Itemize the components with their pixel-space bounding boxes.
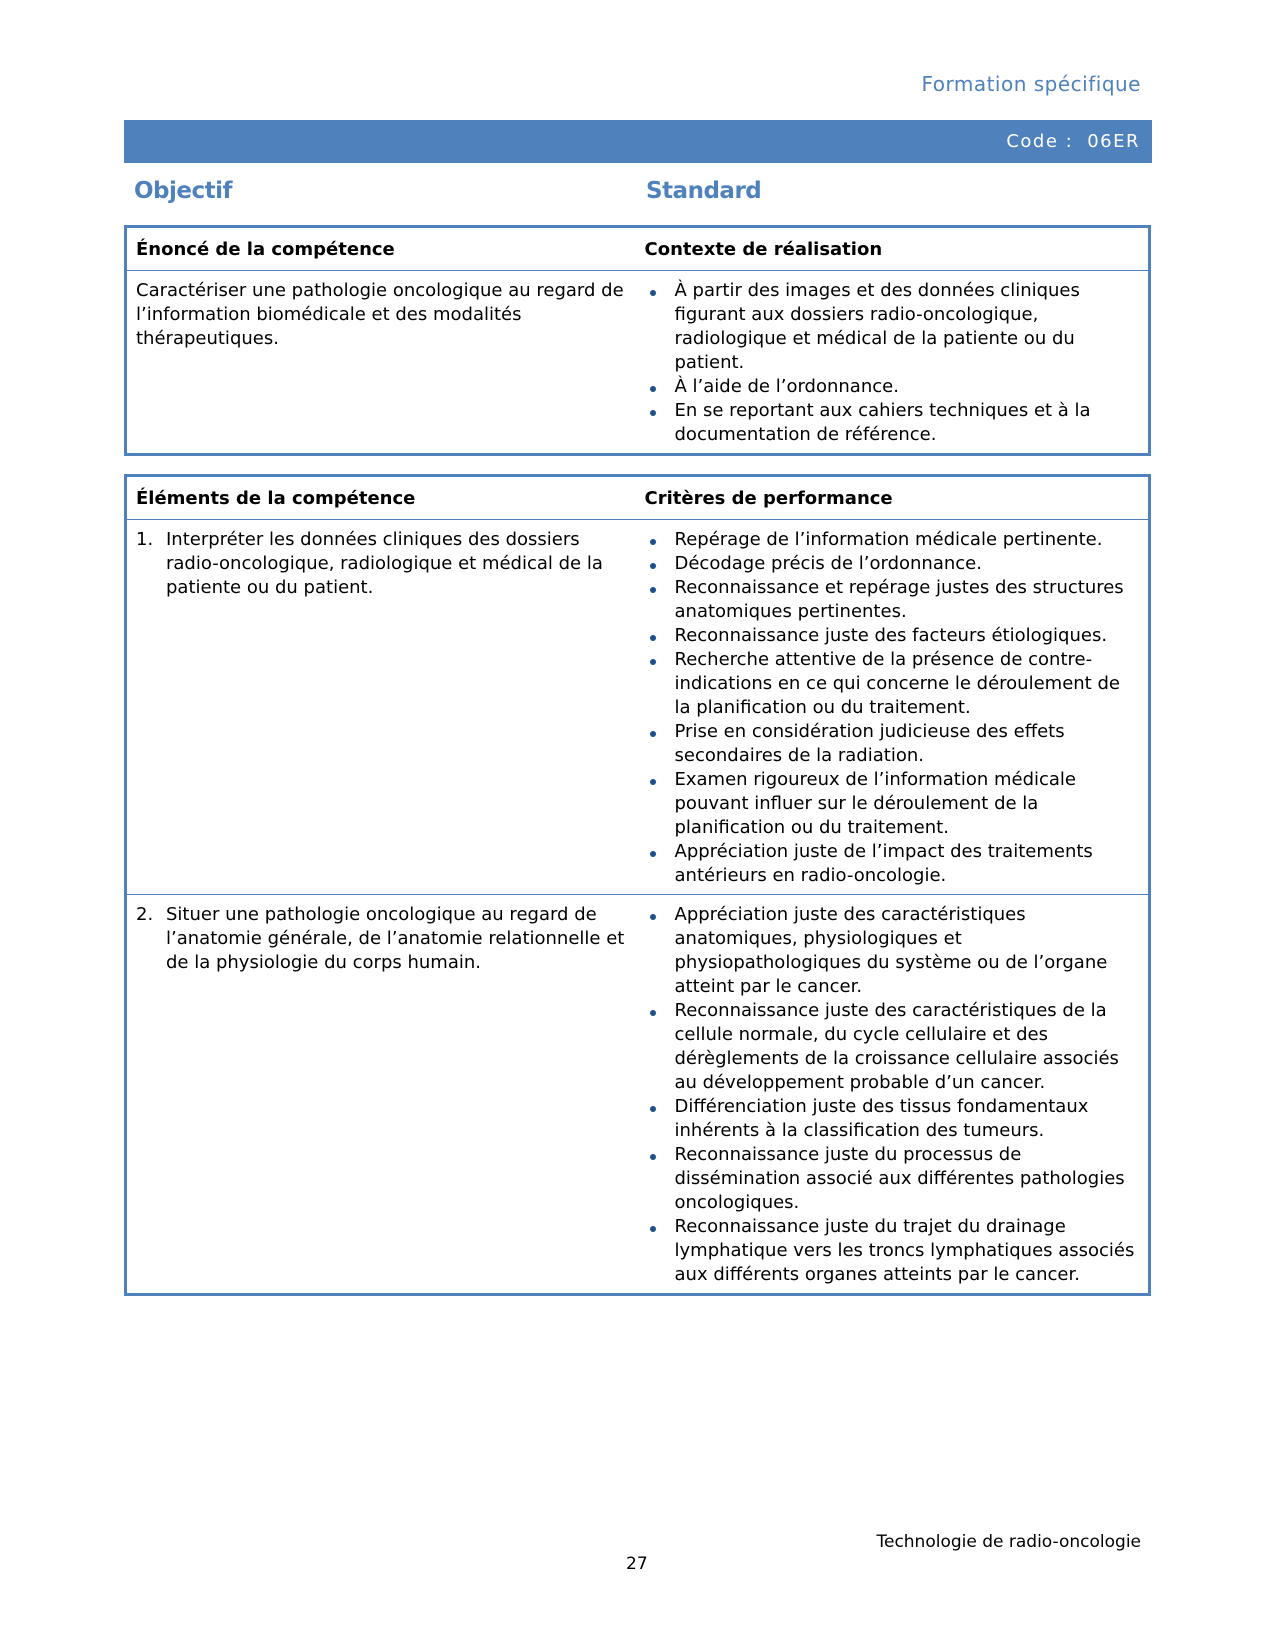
list-item: À partir des images et des données cliniques figurant aux dossiers radio-oncologique, radiologique et médical de la patiente ou du patient. [645, 279, 1140, 375]
element-item [136, 528, 627, 600]
code-bar [124, 120, 1152, 163]
criteria-cell [636, 520, 1150, 895]
code-value: 06ER [1087, 131, 1140, 152]
page-section-header: Formation spécifique [921, 72, 1141, 96]
contexte-cell [636, 271, 1150, 455]
list-item: Repérage de l’information médicale pertinente. [645, 528, 1140, 552]
criteria-list [645, 903, 1140, 1287]
element-item [136, 903, 627, 975]
contexte-header: Contexte de réalisation [636, 227, 1150, 271]
code-label: Code : [1006, 131, 1074, 152]
footer-program-title: Technologie de radio-oncologie [876, 1532, 1141, 1552]
list-item: À l’aide de l’ordonnance. [645, 375, 1140, 399]
element-number: 1. [136, 529, 154, 550]
list-item: En se reportant aux cahiers techniques et à la documentation de référence. [645, 399, 1140, 447]
list-item: Appréciation juste des caractéristiques anatomiques, physiologiques et physiopathologiques du système ou de l’organe atteint par le cancer. [645, 903, 1140, 999]
criteria-cell [636, 895, 1150, 1295]
list-item: Différenciation juste des tissus fondamentaux inhérents à la classification des tumeurs. [645, 1095, 1140, 1143]
criteres-header: Critères de performance [636, 476, 1150, 520]
column-titles [134, 178, 1144, 208]
list-item: Reconnaissance et repérage justes des structures anatomiques pertinentes. [645, 576, 1140, 624]
list-item: Examen rigoureux de l’information médicale pouvant influer sur le déroulement de la planification ou du traitement. [645, 768, 1140, 840]
list-item: Prise en considération judicieuse des effets secondaires de la radiation. [645, 720, 1140, 768]
objectif-title: Objectif [134, 178, 233, 204]
enonce-text: Caractériser une pathologie oncologique au regard de l’information biomédicale et des modalités thérapeutiques. [136, 280, 624, 349]
element-text: Situer une pathologie oncologique au regard de l’anatomie générale, de l’anatomie relationnelle et de la physiologie du corps humain. [166, 904, 625, 973]
list-item: Reconnaissance juste des facteurs étiologiques. [645, 624, 1140, 648]
competence-statement-table [124, 225, 1151, 456]
list-item: Reconnaissance juste des caractéristiques de la cellule normale, du cycle cellulaire et des dérèglements de la croissance cellulaire associés au développement probable d’un cancer. [645, 999, 1140, 1095]
element-number: 2. [136, 904, 154, 925]
list-item: Décodage précis de l’ordonnance. [645, 552, 1140, 576]
competence-elements-table [124, 474, 1151, 1296]
list-item: Appréciation juste de l’impact des traitements antérieurs en radio-oncologie. [645, 840, 1140, 888]
table-row [126, 895, 1150, 1295]
table-row [126, 520, 1150, 895]
contexte-list [645, 279, 1140, 447]
page-number: 27 [626, 1554, 648, 1574]
element-cell [126, 895, 636, 1295]
list-item: Reconnaissance juste du processus de dissémination associé aux différentes pathologies oncologiques. [645, 1143, 1140, 1215]
element-text: Interpréter les données cliniques des dossiers radio-oncologique, radiologique et médical de la patiente ou du patient. [166, 529, 603, 598]
enonce-header: Énoncé de la compétence [126, 227, 636, 271]
elements-header: Éléments de la compétence [126, 476, 636, 520]
standard-title: Standard [646, 178, 762, 204]
list-item: Recherche attentive de la présence de contre-indications en ce qui concerne le déroulement de la planification ou du traitement. [645, 648, 1140, 720]
element-cell [126, 520, 636, 895]
list-item: Reconnaissance juste du trajet du drainage lymphatique vers les troncs lymphatiques associés aux différents organes atteints par le cancer. [645, 1215, 1140, 1287]
criteria-list [645, 528, 1140, 888]
